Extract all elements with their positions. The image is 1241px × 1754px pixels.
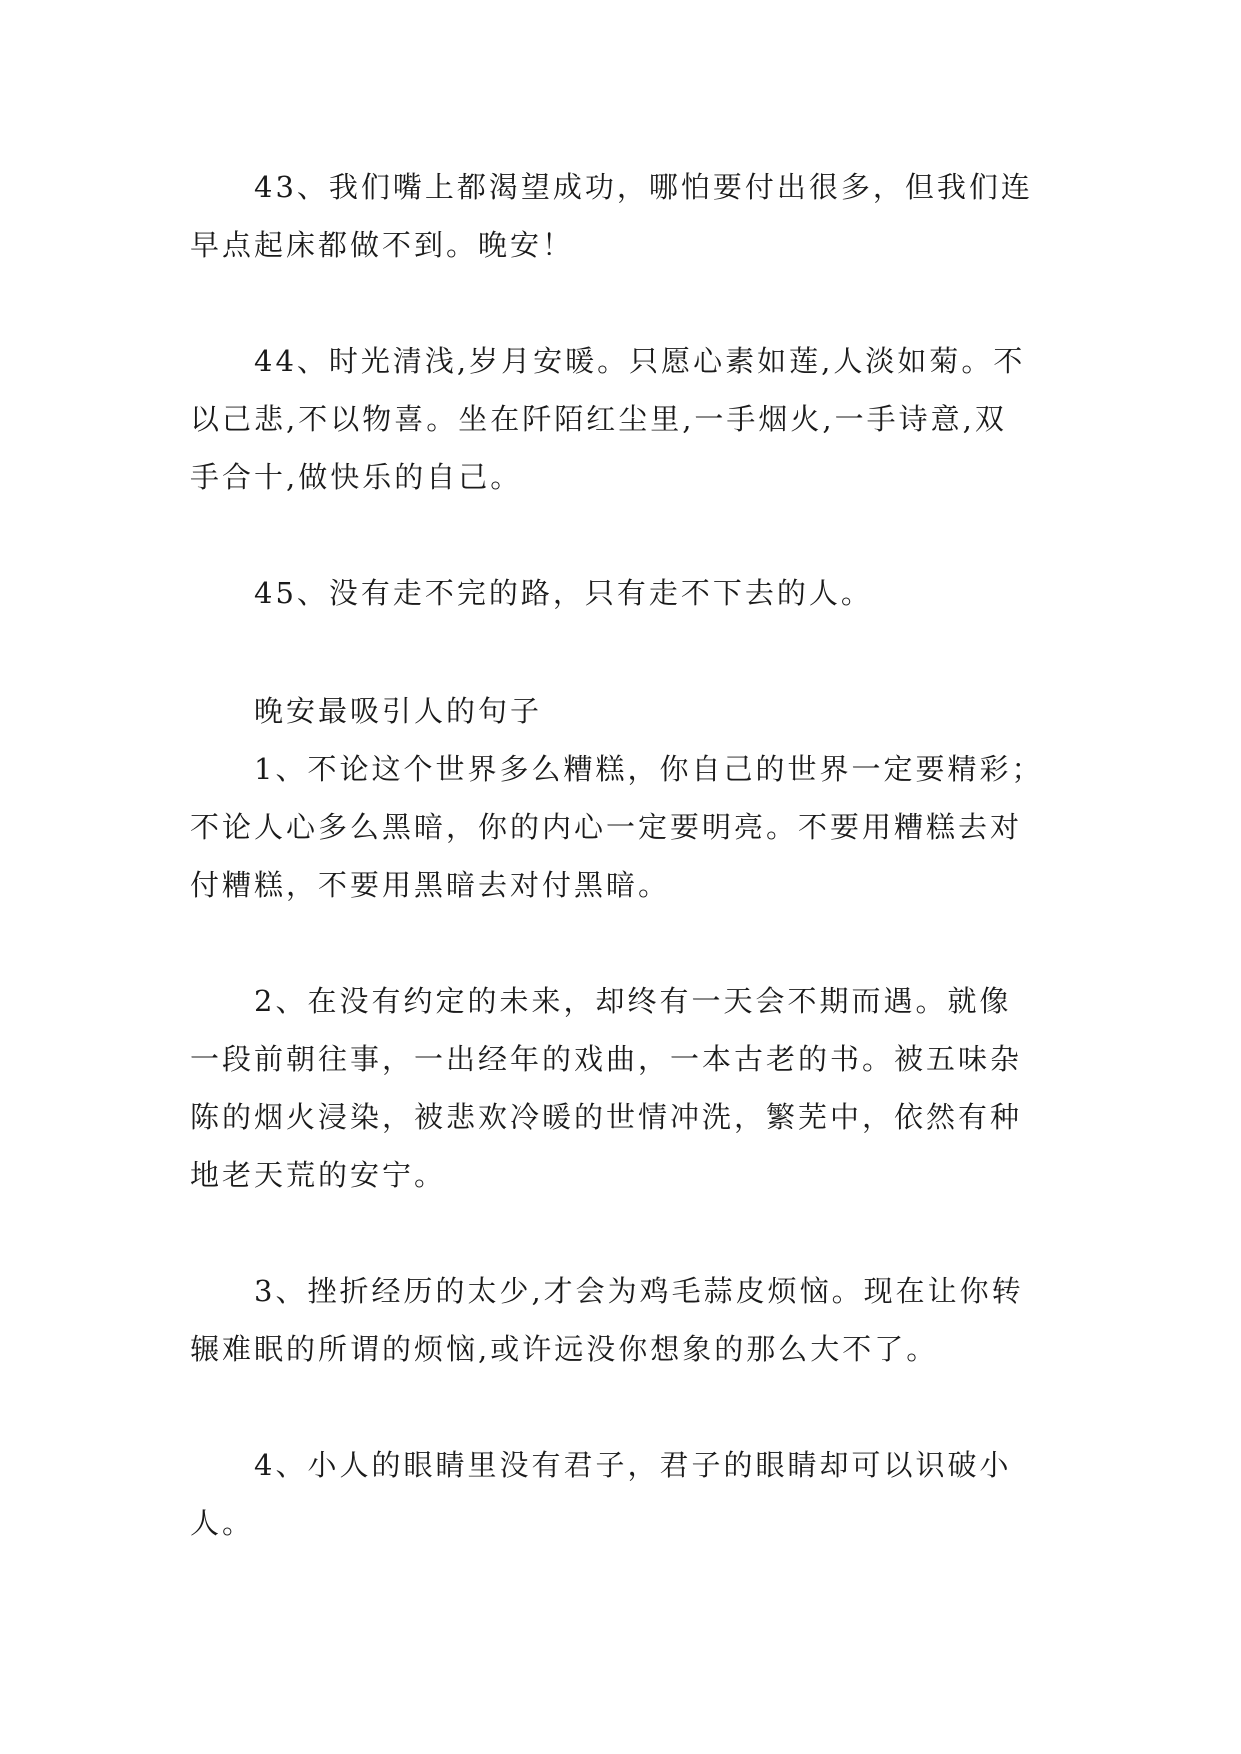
section-heading: 晚安最吸引人的句子 [254, 694, 543, 728]
section-paragraph-1: 1、不论这个世界多么糟糕，你自己的世界一定要精彩； 不论人心多么黑暗，你的内心一定要明亮。不要用糟糕去对 付糟糕，不要用黑暗去对付黑暗。 [190, 752, 1044, 902]
paragraph-45: 45、没有走不完的路，只有走不下去的人。 [254, 576, 873, 610]
paragraph-43: 43、我们嘴上都渴望成功，哪怕要付出很多，但我们连 早点起床都做不到。晚安！ [190, 170, 1033, 262]
paragraph-44: 44、时光清浅,岁月安暖。只愿心素如莲,人淡如菊。不 以己悲,不以物喜。坐在阡陌红尘里,一手烟火,一手诗意,双 手合十,做快乐的自己。 [190, 344, 1026, 494]
section-paragraph-3: 3、挫折经历的太少,才会为鸡毛蒜皮烦恼。现在让你转 辗难眠的所谓的烦恼,或许远没你想象的那么大不了。 [190, 1274, 1024, 1366]
section-paragraph-2: 2、在没有约定的未来，却终有一天会不期而遇。就像 一段前朝往事，一出经年的戏曲，一本古老的书。被五味杂 陈的烟火浸染，被悲欢冷暖的世情冲洗，繁芜中，依然有种 地老天荒的安宁。 [190, 984, 1023, 1192]
section-paragraph-4: 4、小人的眼睛里没有君子，君子的眼睛却可以识破小 人。 [190, 1448, 1012, 1540]
